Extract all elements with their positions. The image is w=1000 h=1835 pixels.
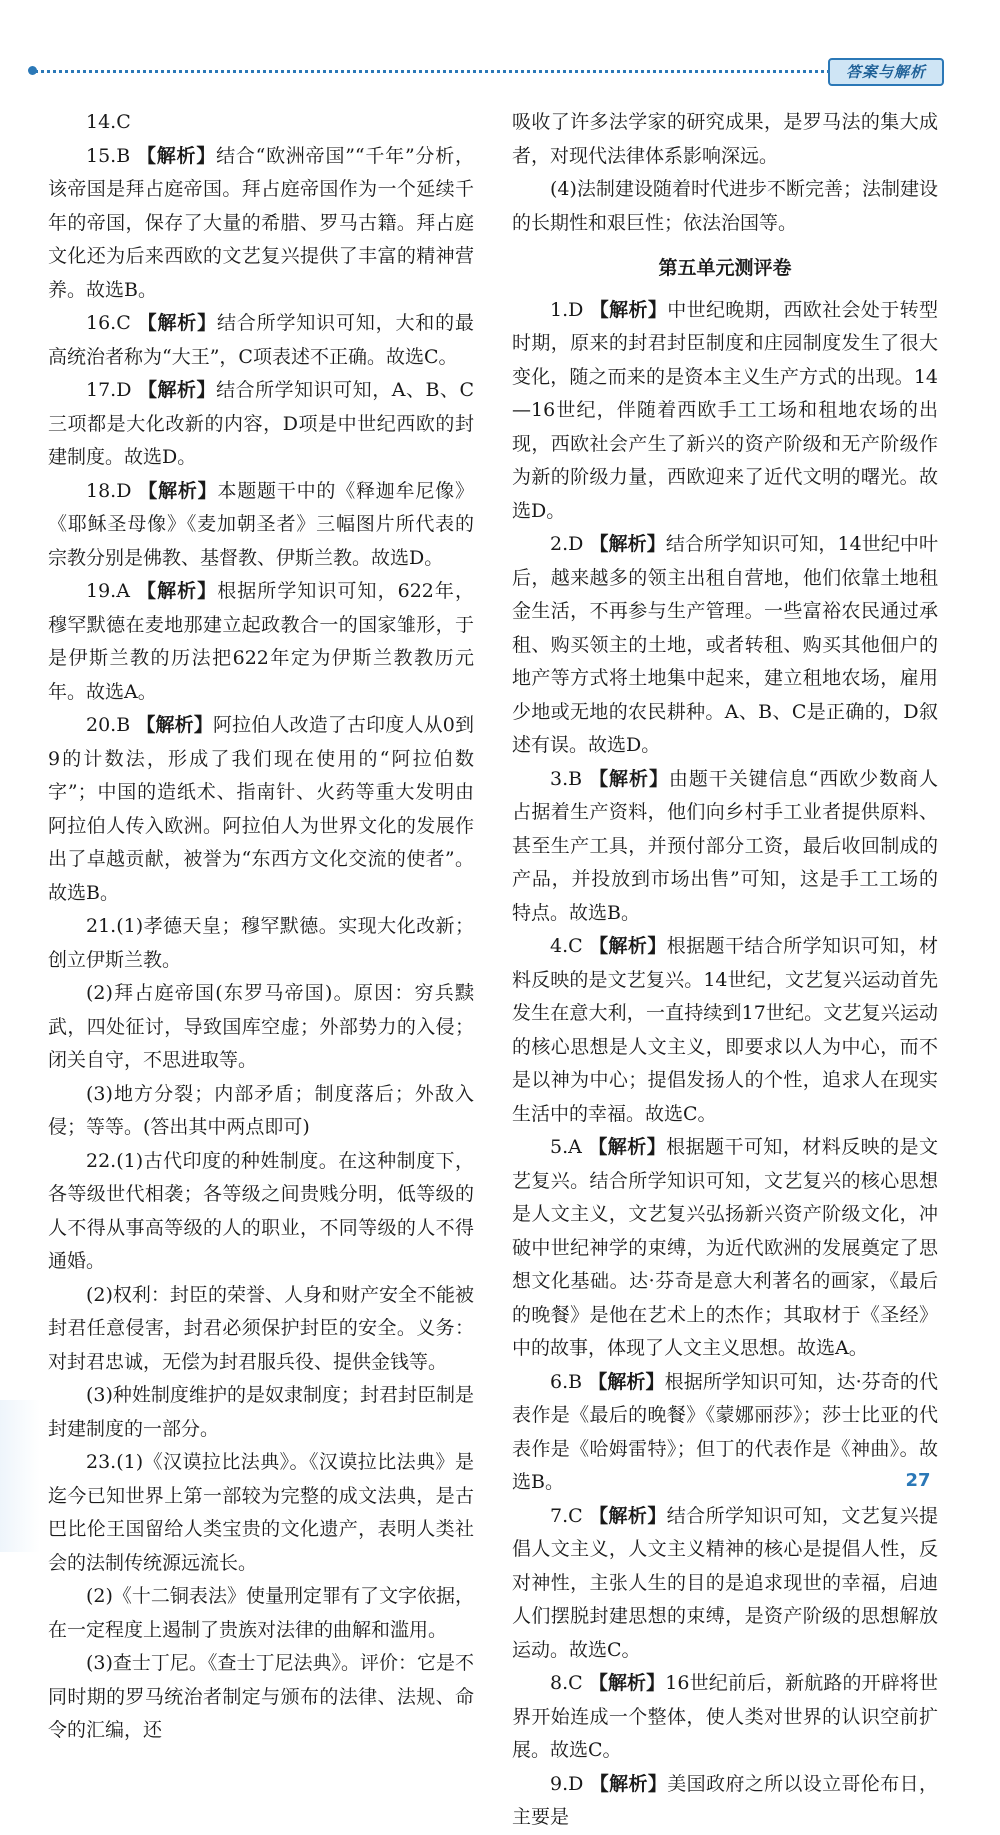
answer-text: (2)《十二铜表法》使量刑定罪有了文字依据，在一定程度上遏制了贵族对法律的曲解和滥用。 bbox=[48, 1585, 474, 1641]
analysis-tag: 【解析】 bbox=[136, 714, 213, 736]
answer-text: 结合所学知识可知，A、B、C三项都是大化改新的内容，D项是中世纪西欧的封建制度。故选D。 bbox=[48, 379, 474, 468]
answer-paragraph bbox=[48, 709, 474, 910]
answer-number: 18.D bbox=[86, 479, 132, 502]
answer-paragraph bbox=[512, 1366, 938, 1500]
answer-text: 结合所学知识可知，大和的最高统治者称为“大王”，C项表述不正确。故选C。 bbox=[48, 312, 474, 368]
answer-text: (1)《汉谟拉比法典》。《汉谟拉比法典》是迄今已知世界上第一部较为完整的成文法典，是古巴比伦王国留给人类宝贵的文化遗产，表明人类社会的法制传统源远流长。 bbox=[48, 1451, 474, 1574]
answer-number: 9.D bbox=[550, 1772, 584, 1795]
answer-text: 根据所学知识可知，达·芬奇的代表作是《最后的晚餐》《蒙娜丽莎》；莎士比亚的代表作是《哈姆雷特》；但丁的代表作是《神曲》。故选B。 bbox=[512, 1370, 938, 1493]
answer-text: 根据所学知识可知，622年，穆罕默德在麦地那建立起政教合一的国家雏形，于是伊斯兰教的历法把622年定为伊斯兰教教历元年。故选A。 bbox=[48, 580, 474, 703]
answer-text: 中世纪晚期，西欧社会处于转型时期，原来的封君封臣制度和庄园制度发生了很大变化，随之而来的是资本主义生产方式的出现。14—16世纪，伴随着西欧手工工场和租地农场的出现，西欧社会产生了新兴的资产阶级和无产阶级作为新的阶级力量，西欧迎来了近代文明的曙光。故选D。 bbox=[512, 298, 938, 522]
answer-text: 根据题干结合所学知识可知，材料反映的是文艺复兴。14世纪，文艺复兴运动首先发生在意大利，一直持续到17世纪。文艺复兴运动的核心思想是人文主义，即要求以人为中心，而不是以神为中心；提倡发扬人的个性，追求人在现实生活中的幸福。故选C。 bbox=[512, 935, 938, 1125]
answer-paragraph bbox=[48, 1580, 474, 1647]
answer-paragraph bbox=[512, 294, 938, 529]
analysis-tag: 【解析】 bbox=[589, 767, 669, 790]
page-number: 27 bbox=[905, 1470, 931, 1491]
analysis-tag: 【解析】 bbox=[589, 298, 668, 321]
analysis-tag: 【解析】 bbox=[589, 1504, 667, 1527]
answer-text: (2)拜占庭帝国(东罗马帝国)。原因：穷兵黩武，四处征讨，导致国库空虚；外部势力的入侵；闭关自守，不思进取等。 bbox=[48, 982, 474, 1071]
answer-text: 结合所学知识可知，14世纪中叶后，越来越多的领主出租自营地，他们依靠土地租金生活，不再参与生产管理。一些富裕农民通过承租、购买领主的土地，或者转租、购买其他佃户的地产等方式将土地集中起来，建立租地农场，雇用少地或无地的农民耕种。A、B、C是正确的，D叙述有误。故选D。 bbox=[512, 533, 938, 756]
analysis-tag: 【解析】 bbox=[138, 479, 218, 502]
answer-paragraph bbox=[48, 307, 474, 374]
answer-text: 结合所学知识可知，文艺复兴提倡人文主义，人文主义精神的核心是提倡人性，反对神性，主张人生的目的是追求现世的幸福，启迪人们摆脱封建思想的束缚，是资产阶级的思想解放运动。故选C。 bbox=[512, 1504, 938, 1661]
section-title: 第五单元测评卷 bbox=[658, 257, 792, 279]
answer-number: 7.C bbox=[550, 1504, 583, 1527]
answer-text: 美国政府之所以设立哥伦布日，主要是 bbox=[512, 1772, 938, 1828]
answer-paragraph bbox=[512, 1500, 938, 1668]
answer-number: 14.C bbox=[86, 111, 131, 133]
right-column bbox=[512, 106, 938, 1835]
answer-paragraph bbox=[512, 106, 938, 173]
answer-text: 根据题干可知，材料反映的是文艺复兴。结合所学知识可知，文艺复兴的核心思想是人文主义，文艺复兴弘扬新兴资产阶级文化，冲破中世纪神学的束缚，为近代欧洲的发展奠定了思想文化基础。达·芬奇是意大利著名的画家，《最后的晚餐》是他在艺术上的杰作；其取材于《圣经》中的故事，体现了人文主义思想。故选A。 bbox=[512, 1136, 938, 1359]
answer-paragraph bbox=[512, 1667, 938, 1768]
analysis-tag: 【解析】 bbox=[588, 1136, 667, 1158]
answer-paragraph bbox=[48, 1145, 474, 1279]
answer-text: (3)查士丁尼。《查士丁尼法典》。评价：它是不同时期的罗马统治者制定与颁布的法律、法规、命令的汇编，还 bbox=[48, 1652, 474, 1741]
analysis-tag: 【解析】 bbox=[589, 1772, 668, 1795]
answer-paragraph bbox=[48, 1078, 474, 1145]
answer-paragraph bbox=[48, 1279, 474, 1380]
analysis-tag: 【解析】 bbox=[588, 1672, 666, 1694]
answer-text: (1)孝德天皇；穆罕默德。实现大化改新；创立伊斯兰教。 bbox=[48, 915, 474, 971]
analysis-tag: 【解析】 bbox=[589, 533, 666, 555]
corner-decoration bbox=[0, 1400, 40, 1552]
answer-text: 结合“欧洲帝国”“千年”分析，该帝国是拜占庭帝国。拜占庭帝国作为一个延续千年的帝国，保存了大量的希腊、罗马古籍。拜占庭文化还为后来西欧的文艺复兴提供了丰富的精神营养。故选B。 bbox=[48, 144, 474, 301]
answer-paragraph bbox=[48, 977, 474, 1078]
answer-number: 16.C bbox=[86, 312, 131, 334]
analysis-tag: 【解析】 bbox=[137, 144, 217, 167]
answer-text: (3)种姓制度维护的是奴隶制度；封君封臣制是封建制度的一部分。 bbox=[48, 1384, 474, 1440]
answer-paragraph bbox=[48, 1647, 474, 1748]
answer-number: 8.C bbox=[550, 1672, 583, 1694]
answer-text: 由题干关键信息“西欧少数商人占据着生产资料，他们向乡村手工业者提供原料、甚至生产工具，并预付部分工资，最后收回制成的产品，并投放到市场出售”可知，这是手工工场的特点。故选B。 bbox=[512, 767, 938, 924]
answer-number: 22. bbox=[86, 1149, 117, 1172]
answer-number: 4.C bbox=[550, 935, 583, 957]
answer-paragraph bbox=[48, 910, 474, 977]
analysis-tag: 【解析】 bbox=[588, 1370, 665, 1393]
answer-paragraph bbox=[512, 1131, 938, 1366]
right-column-continuation bbox=[512, 106, 938, 240]
answer-text: (4)法制建设随着时代进步不断完善；法制建设的长期性和艰巨性；依法治国等。 bbox=[512, 178, 938, 234]
answer-paragraph bbox=[512, 528, 938, 763]
answer-number: 19.A bbox=[86, 580, 130, 602]
answer-number: 3.B bbox=[550, 767, 583, 790]
answer-paragraph bbox=[512, 1768, 938, 1835]
answer-paragraph bbox=[512, 763, 938, 931]
answer-number: 15.B bbox=[86, 144, 131, 167]
analysis-tag: 【解析】 bbox=[589, 935, 667, 957]
answer-number: 23. bbox=[86, 1451, 117, 1473]
answer-text: 本题题干中的《释迦牟尼像》《耶稣圣母像》《麦加朝圣者》三幅图片所代表的宗教分别是佛教、基督教、伊斯兰教。故选D。 bbox=[48, 479, 474, 569]
answer-number: 2.D bbox=[550, 533, 584, 555]
answer-paragraph bbox=[512, 930, 938, 1131]
answer-number: 17.D bbox=[86, 379, 132, 401]
answer-paragraph bbox=[48, 1379, 474, 1446]
answer-number: 20.B bbox=[86, 714, 131, 736]
right-column-answers bbox=[512, 294, 938, 1835]
answer-paragraph bbox=[48, 1446, 474, 1580]
answer-text: (3)地方分裂；内部矛盾；制度落后；外敌入侵；等等。(答出其中两点即可) bbox=[48, 1082, 474, 1138]
answer-text: (2)权利：封臣的荣誉、人身和财产安全不能被封君任意侵害，封君必须保护封臣的安全。义务：对封君忠诚，无偿为封君服兵役、提供金钱等。 bbox=[48, 1283, 474, 1373]
left-column bbox=[48, 106, 474, 1748]
answer-paragraph bbox=[48, 475, 474, 576]
analysis-tag: 【解析】 bbox=[137, 580, 218, 602]
answer-number: 5.A bbox=[550, 1136, 582, 1158]
answer-text: 阿拉伯人改造了古印度人从0到9的计数法，形成了我们现在使用的“阿拉伯数字”；中国的造纸术、指南针、火药等重大发明由阿拉伯人传入欧洲。阿拉伯人为世界文化的发展作出了卓越贡献，被誉为“东西方文化交流的使者”。故选B。 bbox=[48, 714, 474, 904]
answer-number: 21. bbox=[86, 915, 117, 937]
answer-paragraph bbox=[48, 374, 474, 475]
answer-text: (1)古代印度的种姓制度。在这种制度下，各等级世代相袭；各等级之间贵贱分明，低等级的人不得从事高等级的人的职业，不同等级的人不得通婚。 bbox=[48, 1149, 474, 1272]
answer-paragraph bbox=[48, 140, 474, 308]
answer-number: 1.D bbox=[550, 298, 584, 321]
analysis-tag: 【解析】 bbox=[138, 379, 217, 401]
answer-text: 吸收了许多法学家的研究成果，是罗马法的集大成者，对现代法律体系影响深远。 bbox=[512, 111, 938, 167]
answer-paragraph bbox=[512, 173, 938, 240]
answer-paragraph bbox=[48, 575, 474, 709]
header-section-tag: 答案与解析 bbox=[828, 58, 944, 86]
answer-text: 16世纪前后，新航路的开辟将世界开始连成一个整体，使人类对世界的认识空前扩展。故选C。 bbox=[512, 1672, 938, 1761]
analysis-tag: 【解析】 bbox=[137, 312, 217, 334]
answer-number: 6.B bbox=[550, 1370, 583, 1393]
header-dotted-line bbox=[30, 70, 830, 73]
answer-paragraph bbox=[48, 106, 474, 140]
